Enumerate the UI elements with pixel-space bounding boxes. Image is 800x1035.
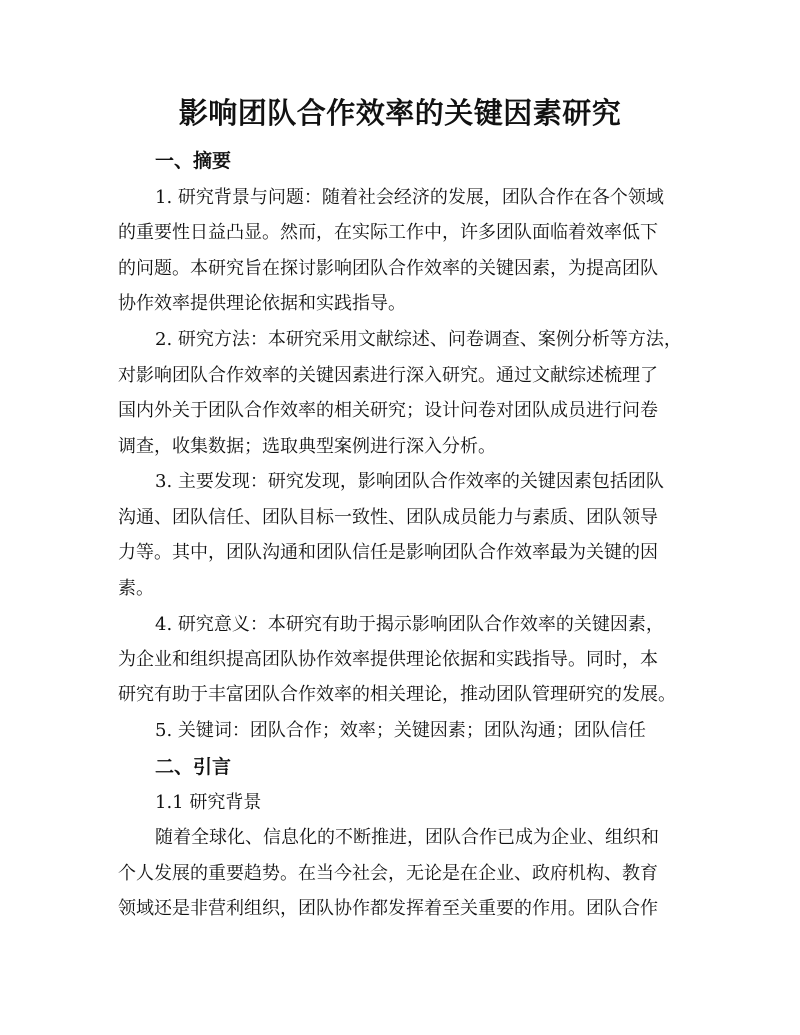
paragraph-line: 研究有助于丰富团队合作效率的相关理论，推动团队管理研究的发展。 — [118, 684, 676, 705]
paragraph-line: 1. 研究背景与问题：随着社会经济的发展，团队合作在各个领域 — [155, 187, 664, 208]
keywords-line: 5. 关键词：团队合作；效率；关键因素；团队沟通；团队信任 — [155, 720, 646, 741]
paragraph-line: 调查，收集数据；选取典型案例进行深入分析。 — [118, 436, 496, 457]
paragraph-line: 力等。其中，团队沟通和团队信任是影响团队合作效率最为关键的因 — [118, 542, 658, 563]
paragraph-line: 随着全球化、信息化的不断推进，团队合作已成为企业、组织和 — [155, 827, 659, 848]
section-heading-introduction: 二、引言 — [155, 756, 232, 778]
subsection-heading: 1.1 研究背景 — [155, 792, 262, 813]
paragraph-line: 2. 研究方法：本研究采用文献综述、问卷调查、案例分析等方法， — [155, 329, 682, 350]
paragraph-line: 的重要性日益凸显。然而，在实际工作中，许多团队面临着效率低下 — [118, 222, 658, 243]
paragraph-line: 个人发展的重要趋势。在当今社会，无论是在企业、政府机构、教育 — [118, 863, 658, 884]
paragraph-line: 对影响团队合作效率的关键因素进行深入研究。通过文献综述梳理了 — [118, 365, 658, 386]
paragraph-line: 国内外关于团队合作效率的相关研究；设计问卷对团队成员进行问卷 — [118, 400, 658, 421]
paragraph-line: 为企业和组织提高团队协作效率提供理论依据和实践指导。同时，本 — [118, 649, 658, 670]
paragraph-line: 领域还是非营利组织，团队协作都发挥着至关重要的作用。团队合作 — [118, 898, 658, 919]
paragraph-line: 3. 主要发现：研究发现，影响团队合作效率的关键因素包括团队 — [155, 471, 664, 492]
paragraph-line: 的问题。本研究旨在探讨影响团队合作效率的关键因素，为提高团队 — [118, 258, 658, 279]
section-heading-abstract: 一、摘要 — [155, 150, 232, 172]
document-title: 影响团队合作效率的关键因素研究 — [178, 96, 622, 130]
paragraph-line: 4. 研究意义：本研究有助于揭示影响团队合作效率的关键因素， — [155, 614, 664, 635]
paragraph-line: 协作效率提供理论依据和实践指导。 — [118, 293, 406, 314]
paragraph-line: 素。 — [118, 578, 154, 599]
paragraph-line: 沟通、团队信任、团队目标一致性、团队成员能力与素质、团队领导 — [118, 507, 658, 528]
